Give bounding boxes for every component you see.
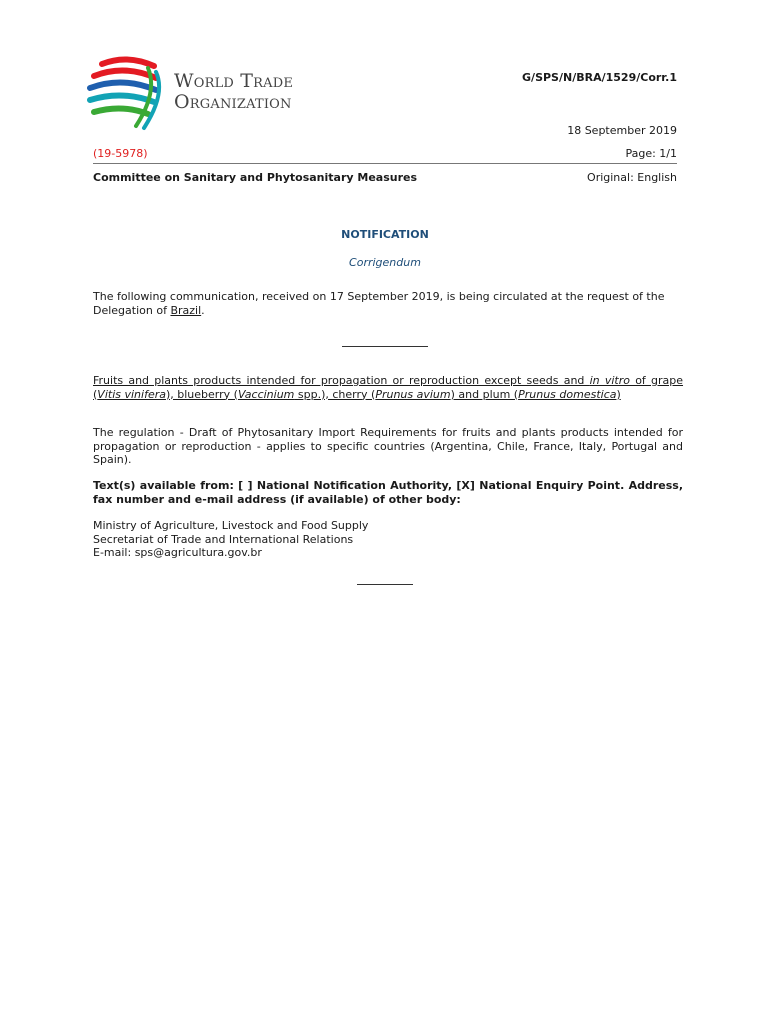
organization-name	[174, 72, 293, 112]
texts-available-paragraph: Text(s) available from: [ ] National Notification Authority, [X] National Enquiry Point. Address, fax number and e-mail address (if available) of other body:	[93, 479, 683, 506]
document-number: (19-5978)	[93, 147, 148, 160]
org-word-rade: rade	[253, 70, 294, 92]
wto-emblem-icon	[82, 54, 172, 134]
original-language: Original: English	[587, 171, 677, 184]
wto-logo	[82, 54, 342, 134]
org-word-orld: orld	[193, 70, 235, 92]
intro-paragraph: The following communication, received on 17 September 2019, is being circulated at the request of the Delegation of Brazil.	[93, 290, 665, 317]
address-block	[93, 519, 683, 560]
page-title: NOTIFICATION	[341, 228, 429, 241]
regulation-paragraph: The regulation - Draft of Phytosanitary Import Requirements for fruits and plants products intended for propagation or reproduction - applies to specific countries (Argentina, Chile, France, Italy, Portugal and Spain).	[93, 426, 683, 466]
org-initial-t: T	[240, 70, 254, 92]
address-email: E-mail: sps@agricultura.gov.br	[93, 546, 262, 559]
org-word-rganization: rganization	[189, 91, 292, 113]
section-separator	[342, 346, 428, 347]
document-symbol: G/SPS/N/BRA/1529/Corr.1	[522, 71, 677, 84]
document-date: 18 September 2019	[567, 124, 677, 137]
products-paragraph: Fruits and plants products intended for propagation or reproduction except seeds and in vitro of grape (Vitis vinifera), blueberry (Vaccinium spp.), cherry (Prunus avium) and plum (Prunus domestica)	[93, 374, 684, 401]
address-line: Secretariat of Trade and International Relations	[93, 532, 354, 546]
org-initial-o: O	[174, 91, 190, 113]
end-separator	[357, 584, 413, 585]
committee-name: Committee on Sanitary and Phytosanitary Measures	[93, 171, 418, 184]
org-initial-w: W	[174, 70, 194, 92]
page-number: Page: 1/1	[625, 147, 677, 160]
country-link[interactable]: Brazil	[170, 303, 202, 317]
header-divider	[93, 163, 677, 164]
address-line: Ministry of Agriculture, Livestock and Food Supply	[93, 519, 369, 532]
page-subtitle: Corrigendum	[349, 256, 421, 269]
